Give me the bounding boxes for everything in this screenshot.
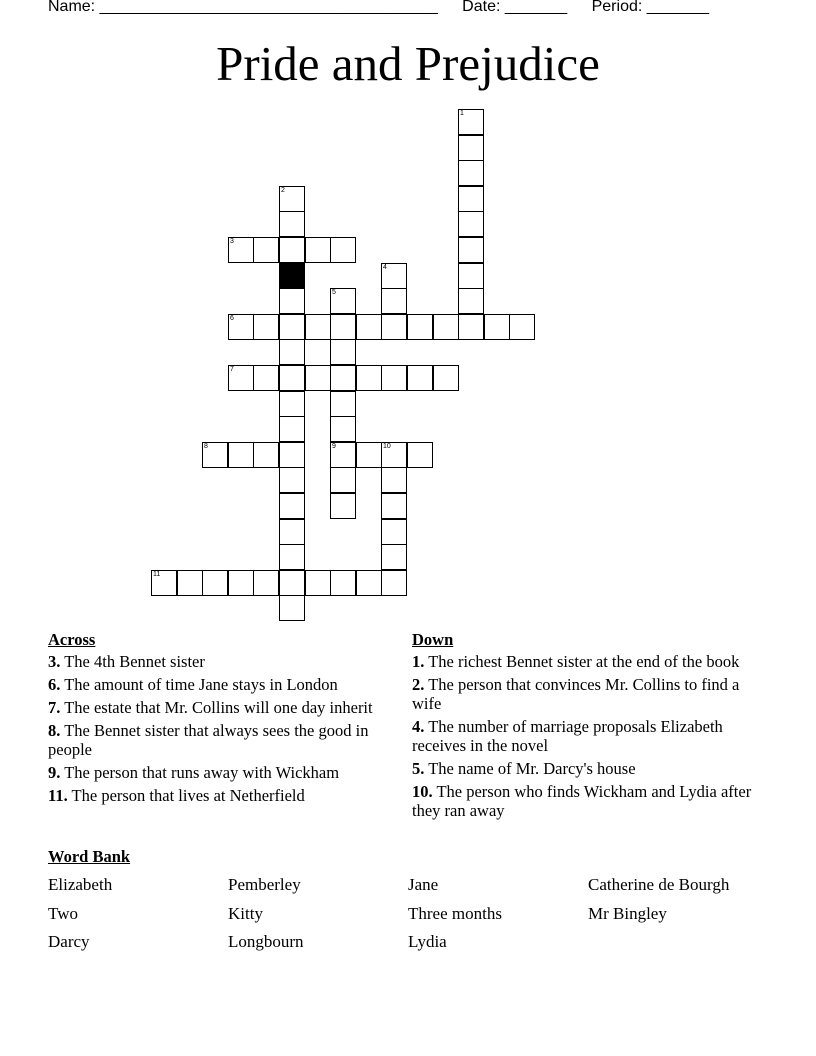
- clue-number-label: 9.: [48, 763, 61, 782]
- crossword-cell[interactable]: [279, 416, 305, 442]
- clue-item: [412, 759, 762, 778]
- crossword-cell[interactable]: [305, 237, 331, 263]
- clue-item: [48, 698, 388, 717]
- clue-text: The amount of time Jane stays in London: [60, 675, 338, 694]
- crossword-cell[interactable]: [279, 493, 305, 519]
- crossword-cell[interactable]: [330, 314, 356, 340]
- down-heading: Down: [412, 630, 454, 649]
- crossword-cell[interactable]: [407, 442, 433, 468]
- clue-text: The name of Mr. Darcy's house: [424, 759, 636, 778]
- word-bank-word: Pemberley: [228, 875, 301, 894]
- crossword-cell[interactable]: [356, 442, 382, 468]
- crossword-cell[interactable]: [381, 467, 407, 493]
- crossword-cell[interactable]: [279, 519, 305, 545]
- crossword-cell[interactable]: [381, 263, 407, 289]
- crossword-cell[interactable]: [381, 570, 407, 596]
- word-bank-word: Jane: [408, 875, 439, 894]
- crossword-cell[interactable]: [458, 160, 484, 186]
- crossword-cell[interactable]: [381, 442, 407, 468]
- clue-text: The 4th Bennet sister: [60, 652, 205, 671]
- clue-text: The person who finds Wickham and Lydia after they ran away: [412, 782, 752, 820]
- word-bank-word: Two: [48, 904, 78, 923]
- crossword-cell[interactable]: [381, 493, 407, 519]
- clue-number: 5: [332, 289, 336, 296]
- clue-number: 9: [332, 443, 336, 450]
- clue-text: The person that runs away with Wickham: [60, 763, 340, 782]
- crossword-cell[interactable]: [330, 365, 356, 391]
- clue-item: [412, 782, 762, 820]
- name-field-label: Name: ______________________________________: [48, 0, 438, 15]
- across-heading: Across: [48, 630, 96, 649]
- crossword-cell[interactable]: [228, 237, 254, 263]
- word-bank-word: Kitty: [228, 904, 263, 923]
- clue-text: The person that convinces Mr. Collins to find a wife: [412, 675, 740, 713]
- clue-text: The person that lives at Netherfield: [67, 786, 305, 805]
- crossword-cell[interactable]: [253, 442, 279, 468]
- date-field-label: Date: _______: [462, 0, 568, 15]
- clue-text: The number of marriage proposals Elizabeth receives in the novel: [412, 717, 723, 755]
- clue-number: 2: [281, 187, 285, 194]
- crossword-cell[interactable]: [407, 314, 433, 340]
- clue-item: [412, 675, 762, 713]
- clue-number-label: 10.: [412, 782, 433, 801]
- clue-item: [48, 721, 388, 759]
- crossword-cell[interactable]: [330, 237, 356, 263]
- clue-number-label: 5.: [412, 759, 425, 778]
- crossword-cell[interactable]: [202, 570, 228, 596]
- clue-number: 11: [153, 571, 161, 578]
- crossword-cell[interactable]: [228, 314, 254, 340]
- crossword-cell[interactable]: [305, 365, 331, 391]
- crossword-cell[interactable]: [279, 314, 305, 340]
- crossword-cell[interactable]: [279, 570, 305, 596]
- crossword-cell[interactable]: [279, 467, 305, 493]
- crossword-cell[interactable]: [330, 391, 356, 417]
- crossword-cell[interactable]: [458, 237, 484, 263]
- crossword-cell[interactable]: [279, 544, 305, 570]
- clue-item: [48, 675, 388, 694]
- crossword-cell[interactable]: [253, 314, 279, 340]
- crossword-cell[interactable]: [177, 570, 203, 596]
- crossword-cell[interactable]: [279, 186, 305, 212]
- word-bank-word: Three months: [408, 904, 502, 923]
- crossword-cell[interactable]: [356, 314, 382, 340]
- clue-number-label: 8.: [48, 721, 61, 740]
- clue-number-label: 6.: [48, 675, 61, 694]
- crossword-cell[interactable]: [458, 135, 484, 161]
- crossword-cell[interactable]: [279, 595, 305, 621]
- crossword-cell[interactable]: [253, 365, 279, 391]
- crossword-cell[interactable]: [509, 314, 535, 340]
- clue-text: The estate that Mr. Collins will one day inherit: [60, 698, 373, 717]
- crossword-cell[interactable]: [330, 442, 356, 468]
- crossword-cell[interactable]: [279, 237, 305, 263]
- across-clues: [48, 630, 388, 809]
- word-bank-word: Catherine de Bourgh: [588, 875, 730, 894]
- crossword-cell[interactable]: [433, 314, 459, 340]
- clue-number: 3: [230, 238, 234, 245]
- crossword-cell[interactable]: [228, 570, 254, 596]
- clue-text: The richest Bennet sister at the end of the book: [424, 652, 740, 671]
- clue-number: 4: [383, 264, 387, 271]
- clue-number: 6: [230, 315, 234, 322]
- clue-number-label: 2.: [412, 675, 425, 694]
- crossword-cell[interactable]: [381, 288, 407, 314]
- clue-number: 8: [204, 443, 208, 450]
- crossword-cell[interactable]: [433, 365, 459, 391]
- crossword-cell[interactable]: [279, 288, 305, 314]
- crossword-cell[interactable]: [330, 288, 356, 314]
- clue-number: 7: [230, 366, 234, 373]
- crossword-cell[interactable]: [458, 288, 484, 314]
- crossword-cell[interactable]: [253, 237, 279, 263]
- crossword-cell[interactable]: [381, 519, 407, 545]
- crossword-cell[interactable]: [253, 570, 279, 596]
- crossword-cell[interactable]: [330, 416, 356, 442]
- clue-item: [48, 786, 388, 805]
- crossword-cell[interactable]: [279, 391, 305, 417]
- crossword-cell[interactable]: [228, 365, 254, 391]
- period-field-label: Period: _______: [591, 0, 710, 15]
- crossword-cell[interactable]: [228, 442, 254, 468]
- crossword-cell[interactable]: [279, 442, 305, 468]
- crossword-cell[interactable]: [330, 467, 356, 493]
- word-bank-heading: Word Bank: [48, 847, 131, 866]
- crossword-cell[interactable]: [330, 339, 356, 365]
- crossword-cell[interactable]: [202, 442, 228, 468]
- crossword-cell[interactable]: [458, 211, 484, 237]
- crossword-cell[interactable]: [381, 365, 407, 391]
- clue-number: 1: [460, 110, 464, 117]
- word-bank-word: Mr Bingley: [588, 904, 667, 923]
- clue-number-label: 7.: [48, 698, 61, 717]
- clue-text: The Bennet sister that always sees the good in people: [48, 721, 369, 759]
- crossword-cell[interactable]: [484, 314, 510, 340]
- crossword-cell[interactable]: [381, 314, 407, 340]
- clue-item: [48, 652, 388, 671]
- clue-item: [412, 652, 762, 671]
- clue-number-label: 3.: [48, 652, 61, 671]
- crossword-cell[interactable]: [305, 314, 331, 340]
- clue-number-label: 11.: [48, 786, 68, 805]
- crossword-cell[interactable]: [381, 544, 407, 570]
- down-clues: [412, 630, 762, 824]
- clue-number-label: 4.: [412, 717, 425, 736]
- crossword-cell[interactable]: [458, 186, 484, 212]
- crossword-cell[interactable]: [151, 570, 177, 596]
- crossword-cell[interactable]: [330, 493, 356, 519]
- crossword-cell[interactable]: [356, 365, 382, 391]
- crossword-cell[interactable]: [305, 570, 331, 596]
- word-bank-word: Longbourn: [228, 932, 304, 951]
- clue-number: 10: [383, 443, 391, 450]
- crossword-cell[interactable]: [407, 365, 433, 391]
- crossword-cell[interactable]: [279, 211, 305, 237]
- word-bank-word: Elizabeth: [48, 875, 113, 894]
- word-bank-word: Darcy: [48, 932, 90, 951]
- crossword-cell[interactable]: [330, 570, 356, 596]
- crossword-cell[interactable]: [279, 365, 305, 391]
- black-cell: [279, 263, 305, 289]
- page-title: Pride and Prejudice: [216, 36, 600, 91]
- clue-number-label: 1.: [412, 652, 425, 671]
- crossword-cell[interactable]: [458, 314, 484, 340]
- crossword-cell[interactable]: [458, 263, 484, 289]
- clue-item: [48, 763, 388, 782]
- crossword-cell[interactable]: [458, 109, 484, 135]
- crossword-cell[interactable]: [356, 570, 382, 596]
- crossword-cell[interactable]: [279, 339, 305, 365]
- word-bank-word: Lydia: [408, 932, 447, 951]
- clue-item: [412, 717, 762, 755]
